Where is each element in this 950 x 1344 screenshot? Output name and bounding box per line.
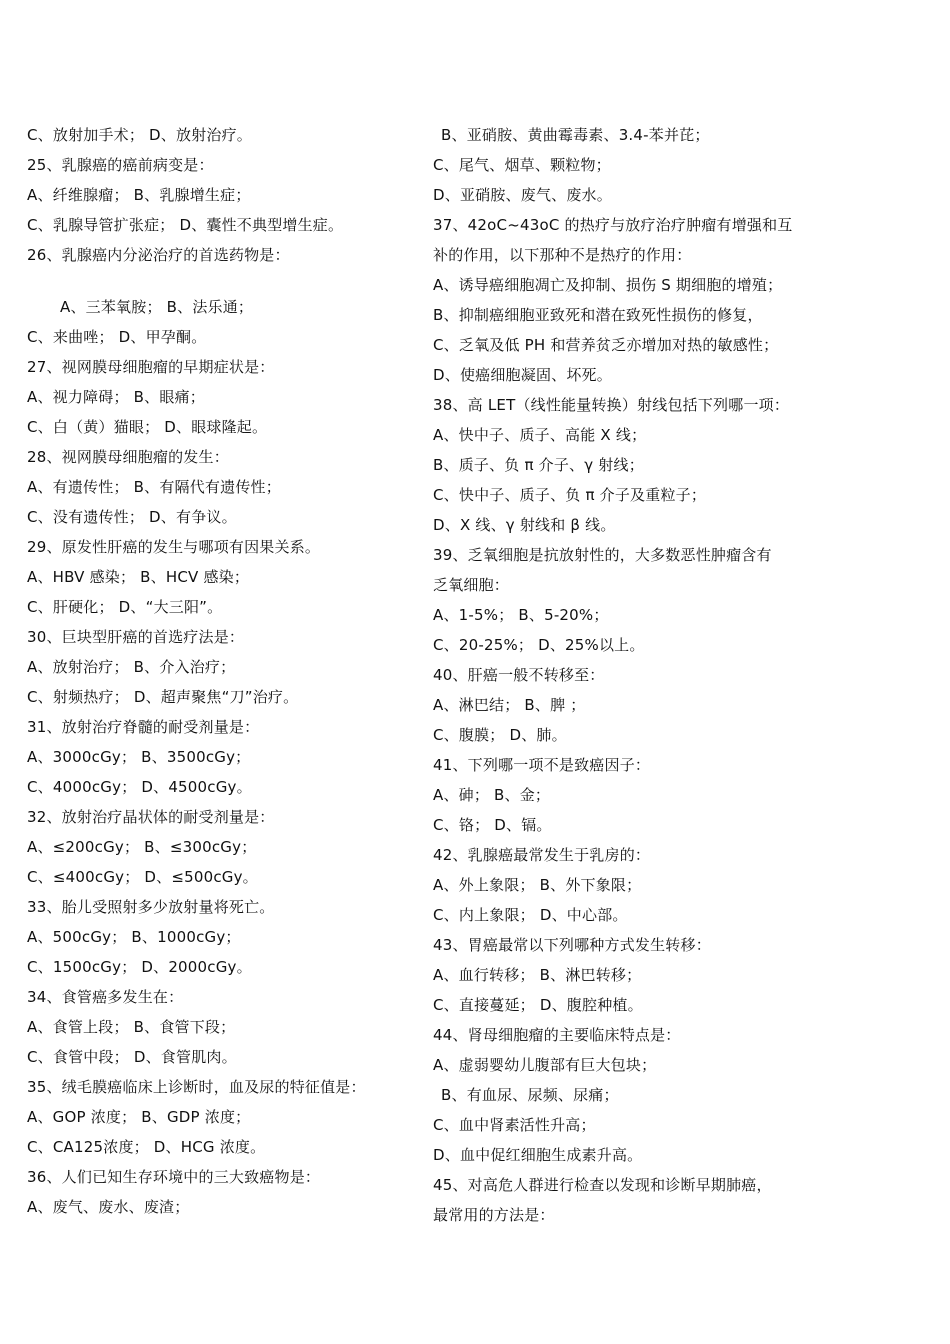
text-line: D、亚硝胺、废气、废水。: [433, 186, 612, 204]
question-43: 43、胃癌最常以下列哪种方式发生转移：: [433, 936, 711, 954]
question-30: 30、巨块型肝癌的首选疗法是：: [27, 628, 245, 646]
text-line: C、射频热疗； D、超声聚焦“刀”治疗。: [27, 688, 299, 706]
text-line: C、放射加手术； D、放射治疗。: [27, 126, 252, 144]
text-line: C、快中子、质子、负 π 介子及重粒子；: [433, 486, 707, 504]
text-line: A、1-5%； B、5-20%；: [433, 606, 609, 624]
text-line: A、食管上段； B、食管下段；: [27, 1018, 236, 1036]
text-line: D、使癌细胞凝固、坏死。: [433, 366, 612, 384]
question-38: 38、高 LET（线性能量转换）射线包括下列哪一项：: [433, 396, 790, 414]
question-27: 27、视网膜母细胞瘤的早期症状是：: [27, 358, 275, 376]
question-42: 42、乳腺癌最常发生于乳房的：: [433, 846, 651, 864]
question-45: 45、对高危人群进行检查以发现和诊断早期肺癌，: [433, 1176, 772, 1194]
text-line: A、三苯氧胺； B、法乐通；: [60, 298, 254, 316]
question-40: 40、肝癌一般不转移至：: [433, 666, 605, 684]
question-37: 37、42oC~43oC 的热疗与放疗治疗肿瘤有增强和互: [433, 216, 793, 234]
text-line: C、来曲唑； D、甲孕酮。: [27, 328, 207, 346]
text-line: A、GOP 浓度； B、GDP 浓度；: [27, 1108, 251, 1126]
text-line: B、质子、负 π 介子、γ 射线；: [433, 456, 644, 474]
text-line: A、废气、废水、废渣；: [27, 1198, 190, 1216]
question-26: 26、乳腺癌内分泌治疗的首选药物是：: [27, 246, 290, 264]
text-line: C、CA125浓度； D、HCG 浓度。: [27, 1138, 266, 1156]
question-25: 25、乳腺癌的癌前病变是：: [27, 156, 214, 174]
text-line: D、X 线、γ 射线和 β 线。: [433, 516, 616, 534]
text-line: B、有血尿、尿频、尿痛；: [441, 1086, 619, 1104]
text-line: D、血中促红细胞生成素升高。: [433, 1146, 643, 1164]
text-line: A、3000cGy； B、3500cGy；: [27, 748, 251, 766]
text-line: C、乏氧及低 PH 和营养贫乏亦增加对热的敏感性；: [433, 336, 779, 354]
blank-line: [27, 270, 407, 292]
question-41: 41、下列哪一项不是致癌因子：: [433, 756, 651, 774]
text-line: B、抑制癌细胞亚致死和潜在致死性损伤的修复，: [433, 306, 763, 324]
text-line: C、≤400cGy； D、≤500cGy。: [27, 868, 258, 886]
text-line: A、血行转移； B、淋巴转移；: [433, 966, 642, 984]
text-line: C、铬； D、镉。: [433, 816, 552, 834]
text-line: C、20-25%； D、25%以上。: [433, 636, 645, 654]
text-line: C、腹膜； D、肺。: [433, 726, 567, 744]
text-line: A、快中子、质子、高能 X 线；: [433, 426, 647, 444]
text-line: A、淋巴结； B、脾 ；: [433, 696, 586, 714]
text-line: C、乳腺导管扩张症； D、囊性不典型增生症。: [27, 216, 344, 234]
question-32: 32、放射治疗晶状体的耐受剂量是：: [27, 808, 275, 826]
text-line: A、纤维腺瘤； B、乳腺增生症；: [27, 186, 251, 204]
text-line: C、肝硬化； D、“大三阳”。: [27, 598, 223, 616]
text-line: C、1500cGy； D、2000cGy。: [27, 958, 252, 976]
left-column: [27, 120, 407, 1222]
text-line: 乏氧细胞：: [433, 576, 510, 594]
text-line: A、视力障碍； B、眼痛；: [27, 388, 205, 406]
question-35: 35、绒毛膜癌临床上诊断时，血及尿的特征值是：: [27, 1078, 366, 1096]
text-line: C、白（黄）猫眼； D、眼球隆起。: [27, 418, 268, 436]
text-line: C、血中肾素活性升高；: [433, 1116, 596, 1134]
text-line: 最常用的方法是：: [433, 1206, 555, 1224]
text-line: A、虚弱婴幼儿腹部有巨大包块；: [433, 1056, 657, 1074]
question-29: 29、原发性肝癌的发生与哪项有因果关系。: [27, 538, 321, 556]
text-line: C、直接蔓延； D、腹腔种植。: [433, 996, 643, 1014]
question-34: 34、食管癌多发生在：: [27, 988, 184, 1006]
text-line: A、500cGy； B、1000cGy；: [27, 928, 241, 946]
text-line: A、诱导癌细胞凋亡及抑制、损伤 S 期细胞的增殖；: [433, 276, 783, 294]
text-line: C、4000cGy； D、4500cGy。: [27, 778, 252, 796]
text-line: B、亚硝胺、黄曲霉毒素、3.4-苯并芘；: [441, 126, 710, 144]
text-line: C、内上象限； D、中心部。: [433, 906, 628, 924]
question-28: 28、视网膜母细胞瘤的发生：: [27, 448, 229, 466]
text-line: A、砷； B、金；: [433, 786, 551, 804]
question-31: 31、放射治疗脊髓的耐受剂量是：: [27, 718, 260, 736]
text-line: A、放射治疗； B、介入治疗；: [27, 658, 236, 676]
question-36: 36、人们已知生存环境中的三大致癌物是：: [27, 1168, 321, 1186]
question-33: 33、胎儿受照射多少放射量将死亡。: [27, 898, 275, 916]
question-44: 44、肾母细胞瘤的主要临床特点是：: [433, 1026, 681, 1044]
text-line: C、尾气、烟草、颗粒物；: [433, 156, 611, 174]
text-line: C、没有遗传性； D、有争议。: [27, 508, 237, 526]
text-line: 补的作用，以下那种不是热疗的作用：: [433, 246, 692, 264]
right-column: [433, 120, 818, 1230]
text-line: A、外上象限； B、外下象限；: [433, 876, 642, 894]
text-line: A、有遗传性； B、有隔代有遗传性；: [27, 478, 281, 496]
text-line: A、≤200cGy； B、≤300cGy；: [27, 838, 257, 856]
question-39: 39、乏氧细胞是抗放射性的，大多数恶性肿瘤含有: [433, 546, 772, 564]
text-line: A、HBV 感染； B、HCV 感染；: [27, 568, 250, 586]
text-line: C、食管中段； D、食管肌肉。: [27, 1048, 237, 1066]
